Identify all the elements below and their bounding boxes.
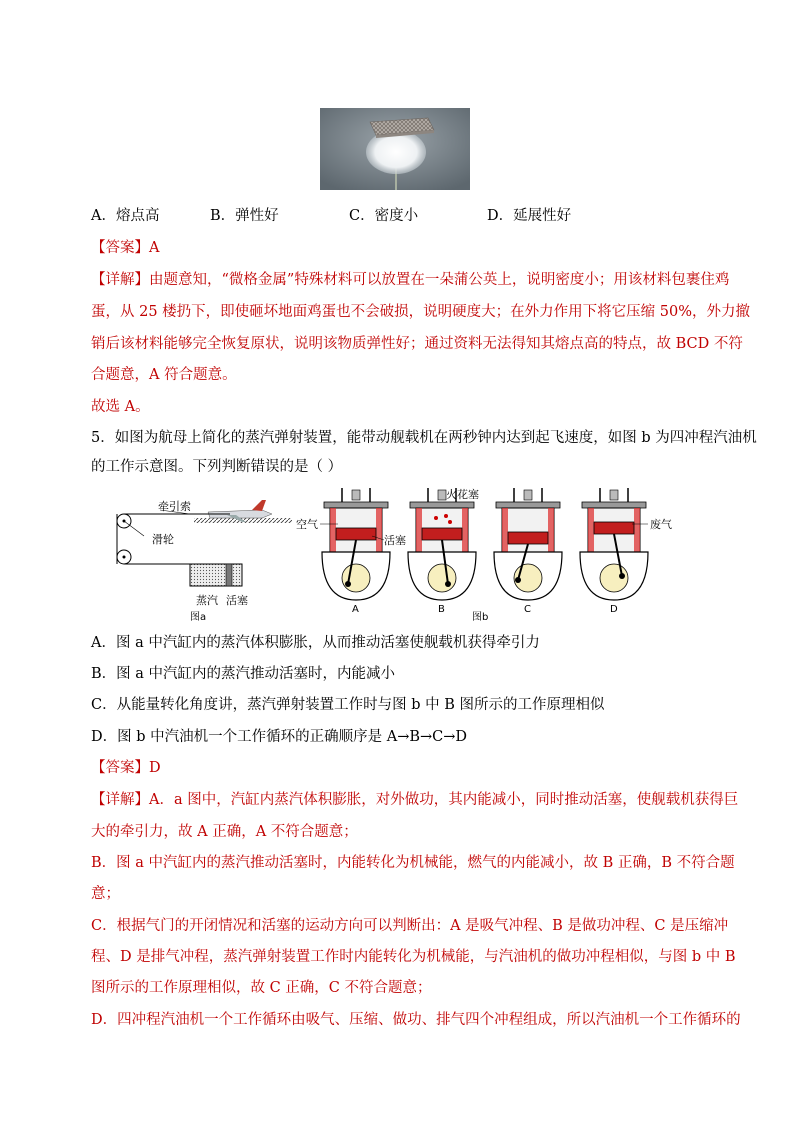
q5-detail-line: 大的牵引力，故 A 正确，A 不符合题意；: [91, 824, 358, 840]
q5-option-d: D．图 b 中汽油机一个工作循环的正确顺序是 A→B→C→D: [91, 729, 468, 745]
label-steam: 蒸汽: [196, 594, 218, 607]
q4-detail-line: 销后该材料能够完全恢复原状，说明该物质弹性好；通过资料无法得知其熔点高的特点，故 BCD 不符: [91, 336, 743, 352]
q5-answer: 【答案】D: [91, 760, 161, 776]
svg-text:A: A: [352, 604, 359, 615]
q4-option-a: A．熔点高: [91, 208, 160, 224]
q4-detail-line: 蛋，从 25 楼扔下，即使砸坏地面鸡蛋也不会破损，说明硬度大；在外力作用下将它压缩 50%，外力撤: [91, 304, 751, 320]
q4-conclusion: 故选 A。: [91, 399, 150, 415]
label-exhaust: 废气: [650, 518, 672, 531]
engine-b: [408, 488, 476, 615]
figure-b-caption: 图b: [472, 612, 489, 623]
q5-option-b: B．图 a 中汽缸内的蒸汽推动活塞时，内能减小: [91, 666, 396, 682]
label-piston: 活塞: [226, 594, 248, 607]
label-piston-b: 活塞: [384, 534, 406, 547]
q5-detail-line: 图所示的工作原理相似，故 C 正确，C 不符合题意；: [91, 980, 432, 996]
label-spark-plug: 火花塞: [446, 488, 479, 501]
q4-option-d: D．延展性好: [487, 208, 572, 224]
label-rope: 牵引索: [158, 500, 191, 513]
q5-detail-line: 程、D 是排气冲程，蒸汽弹射装置工作时内能转化为机械能，与汽油机的做功冲程相似，与图 b 中 B: [91, 949, 736, 965]
q4-detail-line: 【详解】由题意知，“微格金属”特殊材料可以放置在一朵蒲公英上，说明密度小；用该材料包裹住鸡: [91, 272, 730, 288]
q5-detail-line: D．四冲程汽油机一个工作循环由吸气、压缩、做功、排气四个冲程组成，所以汽油机一个工作循环的: [91, 1012, 741, 1028]
q5-option-a: A．图 a 中汽缸内的蒸汽体积膨胀，从而推动活塞使舰载机获得牵引力: [91, 635, 540, 651]
q5-stem-line: 5．如图为航母上简化的蒸汽弹射装置，能带动舰载机在两秒钟内达到起飞速度，如图 b 为四冲程汽油机: [91, 430, 757, 446]
svg-text:D: D: [610, 604, 618, 615]
q4-detail-line: 合题意，A 符合题意。: [91, 367, 237, 383]
q5-stem-line: 的工作示意图。下列判断错误的是（ ）: [91, 459, 343, 475]
q4-answer: 【答案】A: [91, 240, 160, 256]
q5-detail-line: 意；: [91, 886, 120, 902]
q4-option-b: B．弹性好: [210, 208, 279, 224]
q5-detail-line: 【详解】A．a 图中，汽缸内蒸汽体积膨胀，对外做功，其内能减小，同时推动活塞，使舰载机获得巨: [91, 792, 739, 808]
svg-text:B: B: [438, 604, 445, 615]
figure-a-catapult-diagram: [112, 488, 292, 624]
svg-text:C: C: [524, 604, 531, 615]
figure-b-engine-diagram: [296, 484, 680, 626]
label-air: 空气: [296, 518, 318, 531]
engine-c: [494, 488, 562, 615]
q4-option-c: C．密度小: [349, 208, 419, 224]
engine-d: [580, 488, 648, 615]
engine-a: [322, 488, 390, 615]
q5-option-c: C．从能量转化角度讲，蒸汽弹射装置工作时与图 b 中 B 图所示的工作原理相似: [91, 697, 605, 713]
figure-a-caption: 图a: [190, 612, 207, 623]
label-pulley: 滑轮: [152, 533, 174, 546]
q5-detail-line: B．图 a 中汽缸内的蒸汽推动活塞时，内能转化为机械能，燃气的内能减小，故 B 正确，B 不符合题: [91, 855, 735, 871]
q5-detail-line: C．根据气门的开闭情况和活塞的运动方向可以判断出：A 是吸气冲程、B 是做功冲程、C 是压缩冲: [91, 918, 729, 934]
dandelion-lattice-photo: [320, 108, 470, 190]
